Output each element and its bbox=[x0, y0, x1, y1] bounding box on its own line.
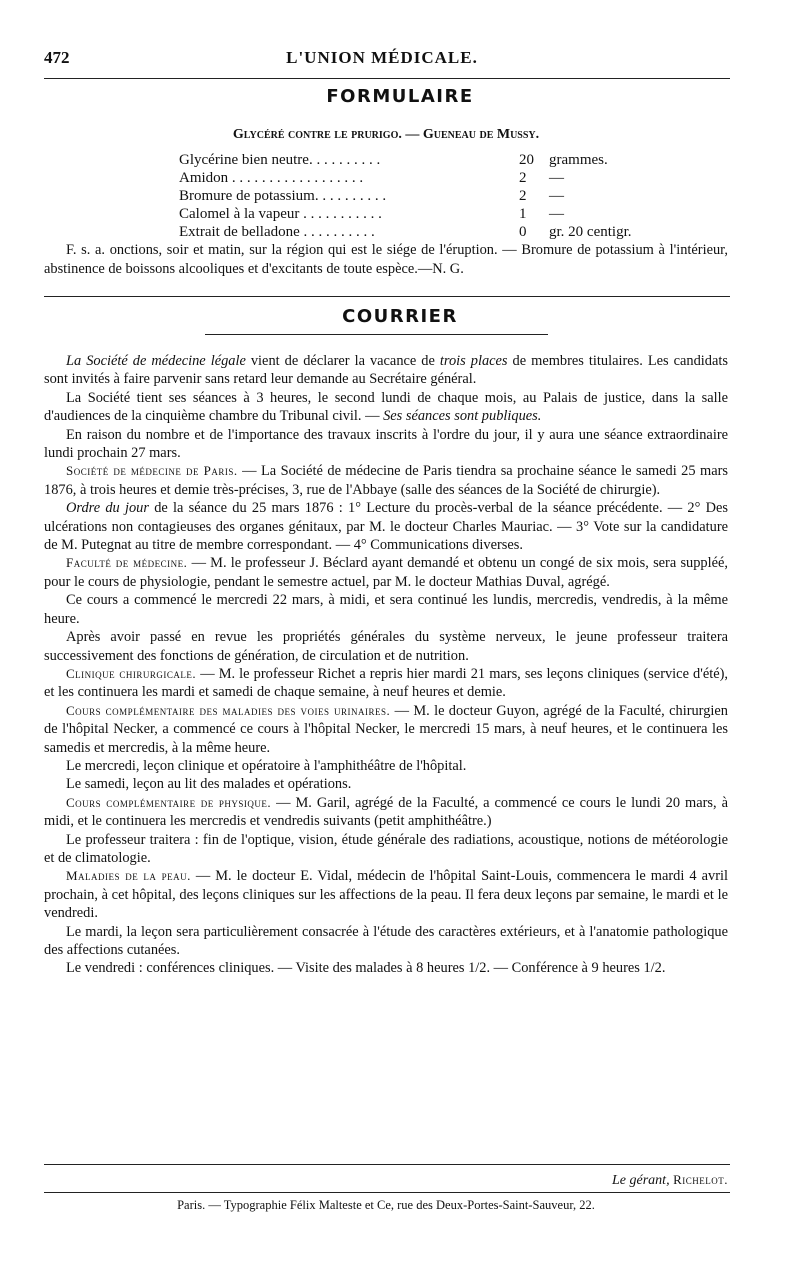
paragraph-text: de la séance du 25 mars 1876 : 1° Lecture du procès-verbal de la séance précédente. — 2° Des ulcérations non contagieuses des organes génitaux, par M. le docteur Charles Mauriac. — 3° Vote sur la candidature de M. Putegnat au titre de membre correspondant. — 4° Communications diverses. bbox=[44, 500, 728, 554]
courrier-underline bbox=[205, 334, 548, 335]
footer-rule bbox=[44, 1164, 730, 1165]
page-number: 472 bbox=[44, 48, 70, 67]
paragraph-text: — M. le professeur J. Béclard ayant demandé et obtenu un congé de six mois, sera suppléé, pour le cours de physiologie, pendant le semestre actuel, par M. le docteur Mathias Duval, agrégé. bbox=[44, 555, 728, 590]
paragraph-friday: Le vendredi : conférences cliniques. — Visite des malades à 8 heures 1/2. — Conférence à 9 heures 1/2. bbox=[66, 960, 666, 977]
courrier-heading: COURRIER bbox=[342, 306, 458, 327]
gerant-label: Le gérant, bbox=[612, 1173, 670, 1188]
emphasis: Ordre du jour bbox=[66, 500, 149, 517]
emphasis: trois places bbox=[439, 353, 508, 369]
paragraph-physique-program: Le professeur traitera : fin de l'optique, vision, étude générale des radiations, acoustique, notions de météorologie et de climatologie. bbox=[44, 831, 728, 866]
ingredient-quantity: 20 bbox=[519, 152, 534, 169]
paragraph-course-content: Après avoir passé en revue les propriétés générales du système nerveux, le jeune professeur traitera successivement des fonctions de génération, de circulation et de nutrition. bbox=[44, 629, 728, 664]
paragraph-peau bbox=[44, 867, 728, 922]
running-head bbox=[34, 48, 730, 74]
paragraph-saturday: Le samedi, leçon au lit des malades et opérations. bbox=[66, 776, 352, 793]
ingredient-quantity: 0 bbox=[519, 223, 527, 240]
section-label: Faculté de médecine. bbox=[66, 555, 188, 571]
paragraph-clinique bbox=[44, 665, 728, 702]
paragraph-text: — La Société de médecine de Paris tiendra sa prochaine séance le samedi 25 mars 1876, à trois heures et demie très-précises, 3, rue de l'Abbaye (salle des séances de la Société de chirurgie). bbox=[44, 463, 729, 498]
paragraph-text: La Société tient ses séances à 3 heures, le second lundi de chaque mois, au Palais de justice, dans la salle d'audiences de la cinquième chambre du Tribunal civil. — bbox=[44, 389, 728, 425]
header-rule bbox=[44, 78, 730, 79]
ingredient-unit: — bbox=[549, 170, 564, 187]
ingredient-row bbox=[179, 206, 649, 224]
section-label: Cours complémentaire de physique. bbox=[66, 794, 272, 810]
ingredient-row bbox=[179, 188, 649, 206]
printer-line: Paris. — Typographie Félix Malteste et Ce, rue des Deux-Portes-Saint-Sauveur, 22. bbox=[177, 1198, 595, 1212]
ingredient-unit: grammes. bbox=[549, 152, 608, 169]
paragraph-text: — M. le docteur Guyon, agrégé de la Faculté, chirurgien de l'hôpital Necker, a commencé ce cours à l'hôpital Necker, le mercredi 15 mars, à neuf heures, et le continuera les samedis et mercredis, à la même heure. bbox=[44, 702, 728, 756]
section-label: Clinique chirurgicale. bbox=[66, 665, 197, 681]
paragraph-voies-urinaires bbox=[44, 702, 728, 757]
section-label: Maladies de la peau. bbox=[66, 868, 191, 884]
ingredient-row bbox=[179, 152, 649, 170]
formulaire-heading: FORMULAIRE bbox=[326, 86, 474, 107]
recipe-title: Glycéré contre le prurigo. — Gueneau de Mussy. bbox=[232, 127, 540, 142]
formula-note: F. s. a. onctions, soir et matin, sur la région qui est le siége de l'éruption. — Bromure de potassium à l'intérieur, abstinence de boissons alcooliques et d'excitants de toute espèce.—N. G. bbox=[44, 242, 728, 277]
paragraph-text: — M. le docteur E. Vidal, médecin de l'hôpital Saint-Louis, commencera le mardi 4 avril prochain, à cet hôpital, des leçons cliniques sur les affections de la peau. Il fera deux leçons par semaine, le mardi et le vendredi. bbox=[44, 868, 728, 922]
society-name: La Société de médecine légale bbox=[66, 353, 246, 369]
formulaire-section bbox=[44, 126, 728, 278]
ingredient-quantity: 2 bbox=[519, 188, 527, 204]
gerant-signature bbox=[612, 1172, 728, 1189]
ingredient-list bbox=[179, 152, 649, 241]
ingredient-name: Calomel à la vapeur . . . . . . . . . . . bbox=[179, 205, 382, 222]
section-label: Société de médecine de Paris. bbox=[66, 463, 238, 479]
ingredient-quantity: 2 bbox=[519, 170, 527, 187]
ingredient-name: Amidon . . . . . . . . . . . . . . . . . . bbox=[179, 170, 364, 187]
ingredient-name: Bromure de potassium. . . . . . . . . . bbox=[179, 188, 387, 204]
paragraph-text: — M. le professeur Richet a repris hier mardi 21 mars, ses leçons cliniques (service d'été), et les continuera les mardi et samedi de chaque semaine, à neuf heures et demie. bbox=[44, 665, 728, 701]
paragraph-sessions bbox=[44, 389, 728, 426]
ingredient-unit: gr. 20 centigr. bbox=[549, 223, 632, 240]
paragraph-societe-paris bbox=[44, 462, 728, 499]
section-label: Cours complémentaire des maladies des voies urinaires. bbox=[66, 702, 391, 718]
paragraph-course-start: Ce cours a commencé le mercredi 22 mars, à midi, et sera continué les lundis, mercredis, vendredis, à la même heure. bbox=[44, 592, 728, 627]
courrier-section bbox=[44, 352, 728, 978]
paragraph-tuesday: Le mardi, la leçon sera particulièrement consacrée à l'étude des caractères extérieurs, et à l'anatomie pathologique des affections cutanées. bbox=[44, 923, 728, 958]
paragraph-wednesday: Le mercredi, leçon clinique et opératoire à l'amphithéâtre de l'hôpital. bbox=[66, 757, 467, 774]
ingredient-name: Extrait de belladone . . . . . . . . . . bbox=[179, 223, 375, 240]
paragraph-agenda bbox=[44, 499, 728, 554]
paragraph-legal-medicine bbox=[44, 352, 728, 389]
ingredient-unit: — bbox=[549, 205, 564, 222]
emphasis: Ses séances sont publiques. bbox=[383, 408, 542, 425]
ingredient-row bbox=[179, 224, 649, 242]
journal-title: L'UNION MÉDICALE. bbox=[286, 48, 478, 67]
paragraph-text: de membres titulaires. Les candidats sont invités à faire parvenir sans retard leur demande au Secrétaire général. bbox=[44, 353, 728, 388]
gerant-name: Richelot. bbox=[673, 1172, 728, 1187]
ingredient-name: Glycérine bien neutre. . . . . . . . . . bbox=[179, 152, 381, 169]
paragraph-text: — M. Garil, agrégé de la Faculté, a commencé ce cours le lundi 20 mars, à midi, et le continuera les mercredis et vendredis suivants (petit amphithéâtre.) bbox=[44, 794, 728, 830]
printer-rule bbox=[44, 1192, 730, 1193]
ingredient-row bbox=[179, 170, 649, 188]
ingredient-quantity: 1 bbox=[519, 205, 527, 222]
ingredient-unit: — bbox=[549, 188, 564, 204]
paragraph-text: vient de déclarer la vacance de bbox=[245, 353, 440, 369]
paragraph-physique bbox=[44, 794, 728, 831]
paragraph-extra-session: En raison du nombre et de l'importance des travaux inscrits à l'ordre du jour, il y aura une séance extraordinaire lundi prochain 27 mars. bbox=[44, 426, 728, 462]
paragraph-faculte bbox=[44, 554, 728, 591]
section-rule bbox=[44, 296, 730, 297]
